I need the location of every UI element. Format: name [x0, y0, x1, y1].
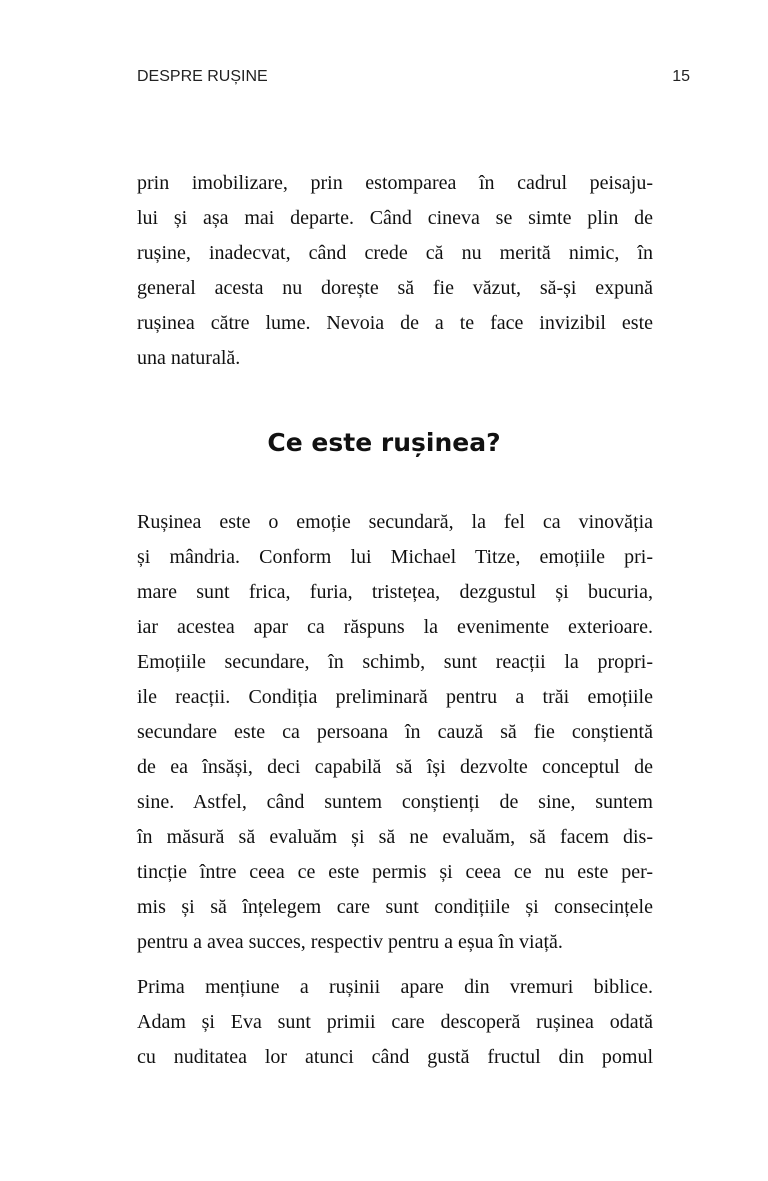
text-line: pentru a avea succes, respectiv pentru a eșua în viață. [137, 931, 563, 953]
paragraph-1 [137, 166, 653, 376]
text-line: și mândria. Conform lui Michael Titze, emoțiile pri- [137, 546, 653, 568]
paragraph-2 [137, 505, 653, 960]
text-line: iar acestea apar ca răspuns la evenimente exterioare. [137, 616, 653, 638]
text-line: rușine, inadecvat, când crede că nu merită nimic, în [137, 242, 653, 264]
running-header-title: DESPRE RUȘINE [137, 68, 268, 85]
text-line: Rușinea este o emoție secundară, la fel ca vinovăția [137, 511, 653, 533]
text-line: cu nuditatea lor atunci când gustă fructul din pomul [137, 1046, 653, 1068]
text-line: mare sunt frica, furia, tristețea, dezgustul și bucuria, [137, 581, 653, 603]
section-heading: Ce este rușinea? [267, 428, 501, 457]
text-line: ile reacții. Condiția preliminară pentru a trăi emoțiile [137, 686, 653, 708]
text-line: Prima mențiune a rușinii apare din vremuri biblice. [137, 976, 653, 998]
text-line: mis și să înțelegem care sunt condițiile și consecințele [137, 896, 653, 918]
text-line: rușinea către lume. Nevoia de a te face invizibil este [137, 312, 653, 334]
text-line: tincție între ceea ce este permis și ceea ce nu este per- [137, 861, 653, 883]
text-line: secundare este ca persoana în cauză să fie conștientă [137, 721, 653, 743]
text-line: lui și așa mai departe. Când cineva se simte plin de [137, 207, 653, 229]
text-line: în măsură să evaluăm și să ne evaluăm, să facem dis- [137, 826, 653, 848]
text-line: Adam și Eva sunt primii care descoperă rușinea odată [137, 1011, 653, 1033]
text-line: general acesta nu dorește să fie văzut, să-și expună [137, 277, 653, 299]
page-number: 15 [672, 68, 690, 85]
text-line: de ea însăși, deci capabilă să își dezvolte conceptul de [137, 756, 653, 778]
paragraph-3 [137, 970, 653, 1075]
text-line: prin imobilizare, prin estomparea în cadrul peisaju- [137, 172, 653, 194]
text-line: Emoțiile secundare, în schimb, sunt reacții la propri- [137, 651, 653, 673]
text-line: sine. Astfel, când suntem conștienți de sine, suntem [137, 791, 653, 813]
text-line: una naturală. [137, 347, 241, 369]
